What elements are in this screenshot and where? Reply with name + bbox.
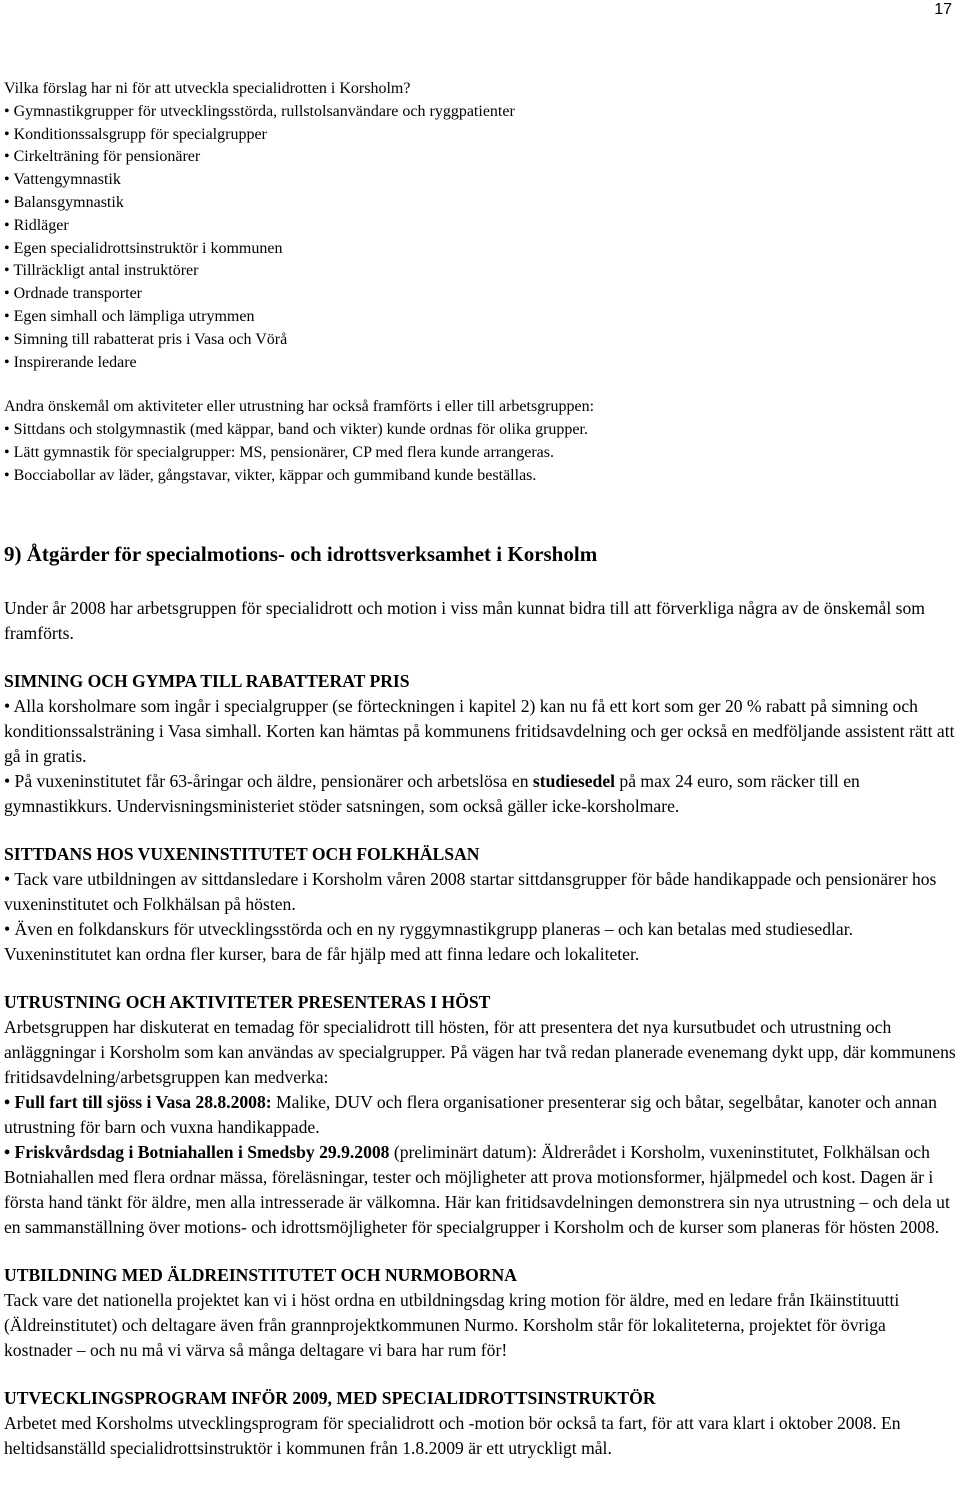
list-item: • Cirkelträning för pensionärer bbox=[4, 148, 201, 166]
text-span: (preliminärt datum): Äldrerådet i Korsholm, vuxeninstitutet, Folkhälsan och Botniahallen med flera ordnar mässa, föreläsningar, tester och möjligheter att prova motionsformer, hjälpmedel och kost. Dagen är i första hand tänkt för äldre, men alla intresserade är välkomna. Här kan fritidsavdelningen demonstrera sin nya utrustning – och dela ut en sammanställning över motions- och idrottsmöjligheter för specialgrupper i Korsholm och de kurser som planeras för hösten 2008. bbox=[4, 1142, 950, 1237]
list-item: • Ordnade transporter bbox=[4, 285, 142, 303]
wishes-intro: Andra önskemål om aktiviteter eller utrustning har också framförts i eller till arbetsgruppen: bbox=[4, 398, 595, 415]
list-item: • Ridläger bbox=[4, 216, 69, 234]
swim-paragraph-1: • Alla korsholmare som ingår i specialgrupper (se förteckningen i kapitel 2) kan nu få ett kort som ger 20 % rabatt på simning och konditionssalsträning i Vasa simhall. Korten kan hämtas på kommunens fritidsavdelning och ger också en medföljande assistent rätt att gå in gratis. bbox=[4, 696, 955, 766]
text-span: på max 24 euro, som räcker till en gymnastikkurs. Undervisningsministeriet stöder satsningen, som också gäller icke-korsholmare. bbox=[4, 771, 860, 816]
list-item: • Simning till rabatterat pris i Vasa och Vörå bbox=[4, 330, 288, 348]
list-item: • Inspirerande ledare bbox=[4, 353, 137, 371]
list-item: • Egen specialidrottsinstruktör i kommunen bbox=[4, 239, 283, 257]
proposals-heading: Vilka förslag har ni för att utveckla specialidrotten i Korsholm? bbox=[4, 80, 411, 97]
page-number: 17 bbox=[934, 1, 952, 18]
equipment-heading: UTRUSTNING OCH AKTIVITETER PRESENTERAS I HÖST bbox=[4, 992, 491, 1012]
list-item: • Bocciabollar av läder, gångstavar, vikter, käppar och gummiband kunde beställas. bbox=[4, 467, 537, 484]
proposals-section bbox=[4, 78, 958, 374]
education-heading: UTBILDNING MED ÄLDREINSTITUTET OCH NURMOBORNA bbox=[4, 1265, 517, 1285]
dance-paragraph-1: • Tack vare utbildningen av sittdansledare i Korsholm våren 2008 startar sittdansgrupper för både handikappade och pensionärer hos vuxeninstitutet och Folkhälsan på hösten. bbox=[4, 869, 937, 914]
section-title: 9) Åtgärder för specialmotions- och idrottsverksamhet i Korsholm bbox=[4, 542, 598, 566]
equipment-paragraph-2 bbox=[4, 1090, 958, 1140]
bold-text: • Friskvårdsdag i Botniahallen i Smedsby 29.9.2008 bbox=[4, 1142, 390, 1162]
equipment-paragraph-3 bbox=[4, 1140, 958, 1240]
dance-heading: SITTDANS HOS VUXENINSTITUTET OCH FOLKHÄLSAN bbox=[4, 844, 480, 864]
dance-paragraph-2: • Även en folkdanskurs för utvecklingsstörda och en ny ryggymnastikgrupp planeras – och kan betalas med studiesedlar. Vuxeninstitutet kan ordna fler kurser, bara de får hjälp med att finna ledare och lokaliteter. bbox=[4, 919, 853, 964]
swim-paragraph-2 bbox=[4, 769, 958, 819]
text-span: • På vuxeninstitutet får 63-åringar och äldre, pensionärer och arbetslösa en bbox=[4, 771, 533, 791]
program-paragraph: Arbetet med Korsholms utvecklingsprogram för specialidrott och -motion bör också ta fart, för att vara klart i oktober 2008. En heltidsanställd specialidrottsinstruktör i kommunen från 1.8.2009 är ett utryckligt mål. bbox=[4, 1413, 901, 1458]
list-item: • Gymnastikgrupper för utvecklingsstörda, rullstolsanvändare och ryggpatienter bbox=[4, 102, 515, 120]
swim-heading: SIMNING OCH GYMPA TILL RABATTERAT PRIS bbox=[4, 671, 410, 691]
list-item: • Konditionssalsgrupp för specialgrupper bbox=[4, 125, 267, 143]
equipment-paragraph-1: Arbetsgruppen har diskuterat en temadag för specialidrott till hösten, för att presentera det nya kursutbudet och utrustning och anläggningar i Korsholm som kan användas av specialgrupper. På vägen har två redan planerade evenemang dykt upp, där kommunens fritidsavdelning/arbetsgruppen kan medverka: bbox=[4, 1017, 956, 1087]
bold-text: • Full fart till sjöss i Vasa 28.8.2008: bbox=[4, 1092, 272, 1112]
bold-text: studiesedel bbox=[532, 771, 616, 791]
main-section bbox=[4, 540, 958, 1461]
education-paragraph: Tack vare det nationella projektet kan vi i höst ordna en utbildningsdag kring motion för äldre, med en ledare från Ikäinstituutti (Äldreinstitutet) och deltagare även från grannprojektkommunen Nurmo. Korsholm står för lokaliteterna, projektet för övriga kostnader – och nu må vi värva så många deltagare vi bara har rum för! bbox=[4, 1290, 900, 1360]
list-item: • Balansgymnastik bbox=[4, 193, 124, 211]
list-item: • Egen simhall och lämpliga utrymmen bbox=[4, 307, 255, 325]
text-span: Malike, DUV och flera organisationer presenterar sig och båtar, segelbåtar, kanoter och annan utrustning för barn och vuxna handikappade. bbox=[4, 1092, 937, 1137]
section-intro: Under år 2008 har arbetsgruppen för specialidrott och motion i viss mån kunnat bidra till att förverkliga några av de önskemål som framförts. bbox=[4, 598, 925, 643]
wishes-section bbox=[4, 395, 958, 487]
list-item: • Lätt gymnastik för specialgrupper: MS, pensionärer, CP med flera kunde arrangeras. bbox=[4, 444, 554, 461]
program-heading: UTVECKLINGSPROGRAM INFÖR 2009, MED SPECIALIDROTTSINSTRUKTÖR bbox=[4, 1388, 656, 1408]
list-item: • Sittdans och stolgymnastik (med käppar, band och vikter) kunde ordnas för olika grupper. bbox=[4, 421, 588, 438]
list-item: • Vattengymnastik bbox=[4, 171, 121, 189]
list-item: • Tillräckligt antal instruktörer bbox=[4, 262, 199, 280]
